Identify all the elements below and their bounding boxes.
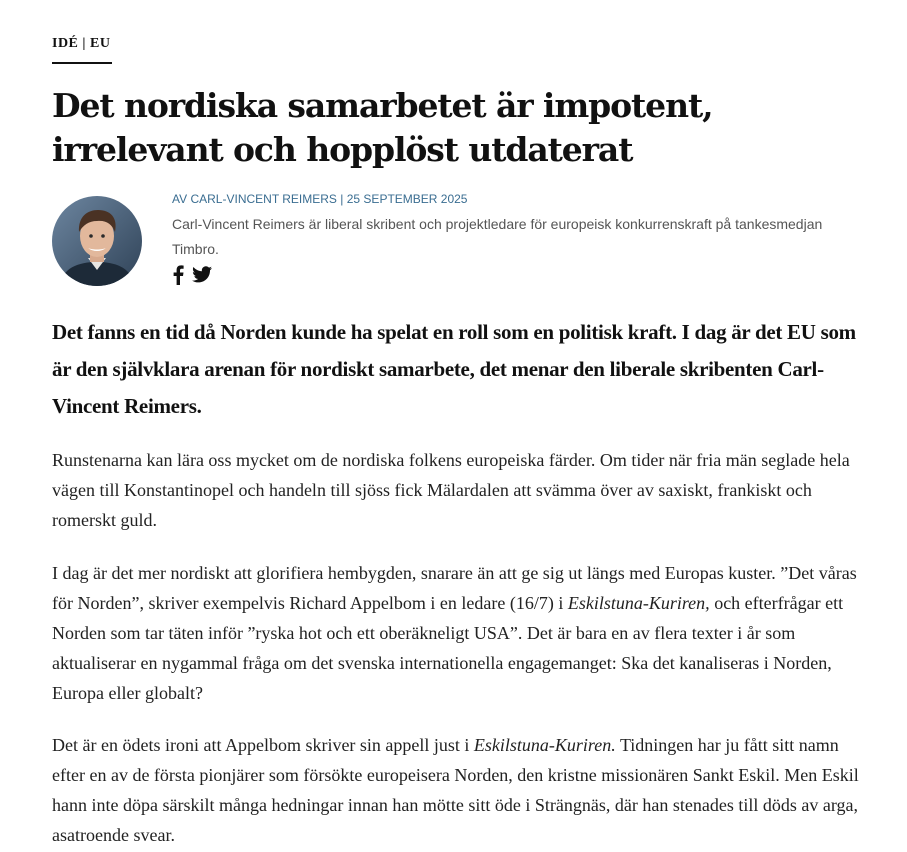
section-kicker bbox=[52, 36, 110, 52]
paragraph-3-text-end: Tidningen har ju fått sitt namn efter en av de första pionjärer som försökte europeisera Norden, den kristne missionären Sankt Eskil. Men Eskil hann inte döpa särskilt många hedningar innan han mötte sitt öde i Strängnäs, där han stenades till döds av arga, asatroende svear. bbox=[52, 735, 859, 845]
category-link[interactable]: IDÉ bbox=[52, 36, 79, 51]
paragraph-3-text-start: Det är en ödets ironi att Appelbom skriver sin appell just i bbox=[52, 735, 474, 755]
author-bio: Carl-Vincent Reimers är liberal skribent och projektledare för europeisk konkurrenskraft på tankesmedjan Timbro. bbox=[172, 216, 823, 257]
article-paragraph-1: Runstenarna kan lära oss mycket om de nordiska folkens europeiska färder. Om tider när fria män seglade hela vägen till Konstantinopel och handeln till sjöss fick Mälardalen att svämma över av saxiskt, frankiskt och romerskt guld. bbox=[52, 450, 850, 530]
article-byline bbox=[172, 192, 872, 206]
facebook-icon[interactable] bbox=[172, 265, 184, 290]
author-portrait-image bbox=[52, 196, 142, 286]
article-lead: Det fanns en tid då Norden kunde ha spelat en roll som en politisk kraft. I dag är det EU som är den självklara arenan för nordiskt samarbete, det menar den liberale skribenten Carl-Vincent Reimers. bbox=[52, 320, 856, 418]
author-avatar[interactable] bbox=[52, 196, 142, 286]
publish-date: 25 SEPTEMBER 2025 bbox=[346, 192, 468, 206]
share-buttons bbox=[172, 266, 212, 288]
twitter-icon[interactable] bbox=[192, 266, 212, 288]
kicker-separator: | bbox=[82, 36, 86, 51]
article-headline: Det nordiska samarbetet är impotent, irrelevant och hopplöst utdaterat bbox=[52, 86, 713, 169]
author-name-link[interactable]: CARL-VINCENT REIMERS bbox=[190, 192, 337, 206]
byline-separator: | bbox=[340, 192, 344, 206]
publication-name: Eskilstuna-Kuriren. bbox=[473, 735, 616, 755]
kicker-underline bbox=[52, 62, 112, 64]
publication-name: Eskilstuna-Kuriren, bbox=[567, 593, 710, 613]
paragraph-2-text-start: I dag är det mer nordiskt att glorifiera hembygden, snarare än att ge sig ut längs med Europas kuster. ”Det våras för Norden”, skriver exempelvis Richard Appelbom i en ledare (16/7) i bbox=[52, 563, 857, 613]
article-paragraph-2 bbox=[52, 558, 872, 708]
byline-prefix: AV bbox=[172, 192, 188, 206]
article-paragraph-3 bbox=[52, 730, 872, 850]
topic-link[interactable]: EU bbox=[90, 36, 111, 51]
paragraph-2-text-end: och efterfrågar ett Norden som tar täten inför ”ryska hot och ett oberäkneligt USA”. Det är bara en av flera texter i år som aktualiserar en nygammal fråga om det svenska internationella engagemanget: Ska det kanaliseras i Norden, Europa eller globalt? bbox=[52, 593, 844, 703]
